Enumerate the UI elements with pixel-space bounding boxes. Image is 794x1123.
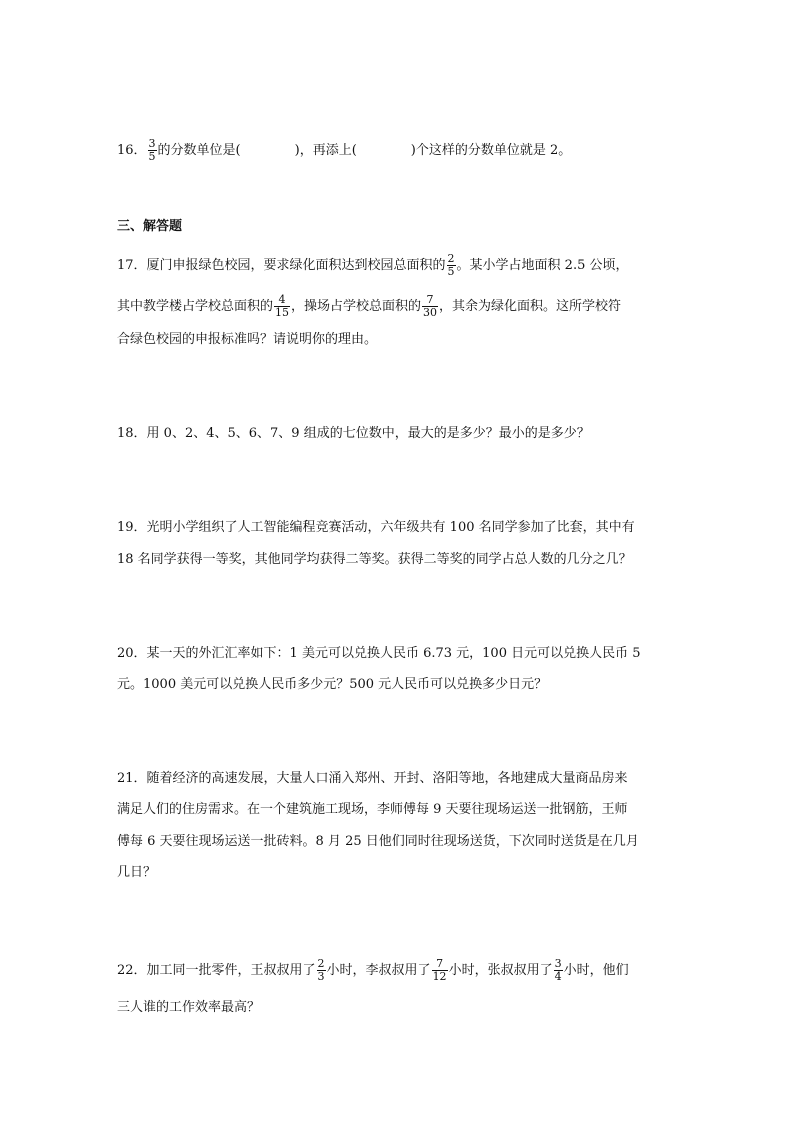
- question-21-line-1: 21．随着经济的高速发展，大量人口涌入郑州、开封、洛阳等地，各地建成大量商品房来: [117, 771, 628, 786]
- question-16-text-1: 的分数单位是(: [157, 143, 241, 158]
- question-16-text-3: )个这样的分数单位就是 2。: [410, 143, 572, 158]
- fraction-3-4: $\frac{3}{4}$: [554, 957, 562, 983]
- fraction-7-30: $\frac{7}{30}$: [423, 293, 438, 319]
- fraction-3-5: $\frac{3}{5}$: [148, 137, 156, 163]
- question-19-line-2: 18 名同学获得一等奖，其他同学均获得二等奖。获得二等奖的同学占总人数的几分之几？: [117, 552, 632, 567]
- question-17-line-1: 17．厦门申报绿色校园，要求绿化面积达到校园总面积的 $\frac{2}{5}$ 。某小学占地面积 2.5 公顷，: [117, 252, 629, 278]
- question-17-line-3: 合绿色校园的申报标准吗？请说明你的理由。: [117, 332, 378, 347]
- question-20-line-1: 20．某一天的外汇汇率如下：1 美元可以兑换人民币 6.73 元，100 日元可以兑换人民币 5: [117, 646, 641, 661]
- question-16-text-2: )，再添上(: [294, 143, 357, 158]
- question-18: 18．用 0、2、4、5、6、7、9 组成的七位数中，最大的是多少？最小的是多少？: [117, 426, 590, 441]
- question-16: [117, 138, 571, 163]
- question-21-line-4: 几日？: [117, 865, 157, 880]
- question-16-number: 16．: [117, 143, 147, 158]
- question-19-line-1: 19．光明小学组织了人工智能编程竞赛活动，六年级共有 100 名同学参加了比套，其中有: [117, 520, 635, 535]
- question-21-line-3: 傅每 6 天要往现场运送一批砖料。8 月 25 日他们同时往现场送货，下次同时送货是在几月: [117, 834, 639, 849]
- question-17-line-2: 其中教学楼占学校总面积的 $\frac{4}{15}$ ，操场占学校总面积的 $\frac{7}{30}$ ，其余为绿化面积。这所学校符: [117, 293, 622, 319]
- fraction-7-12: $\frac{7}{12}$: [432, 957, 447, 983]
- fraction-2-5: $\frac{2}{5}$: [447, 252, 455, 278]
- question-22-line-2: 三人谁的工作效率最高？: [117, 1000, 261, 1015]
- question-22-line-1: 22．加工同一批零件，王叔叔用了 $\frac{2}{3}$ 小时，李叔叔用了 $\frac{7}{12}$ 小时，张叔叔用了 $\frac{3}{4}$ 小时，他们: [117, 957, 629, 983]
- question-21-line-2: 满足人们的住房需求。在一个建筑施工现场，李师傅每 9 天要往现场运送一批钢筋，王师: [117, 802, 628, 817]
- fraction-4-15: $\frac{4}{15}$: [275, 293, 290, 319]
- fraction-2-3: $\frac{2}{3}$: [317, 957, 325, 983]
- section-heading-answer-questions: 三、解答题: [117, 219, 183, 234]
- question-20-line-2: 元。1000 美元可以兑换人民币多少元？500 元人民币可以兑换多少日元？: [117, 677, 548, 692]
